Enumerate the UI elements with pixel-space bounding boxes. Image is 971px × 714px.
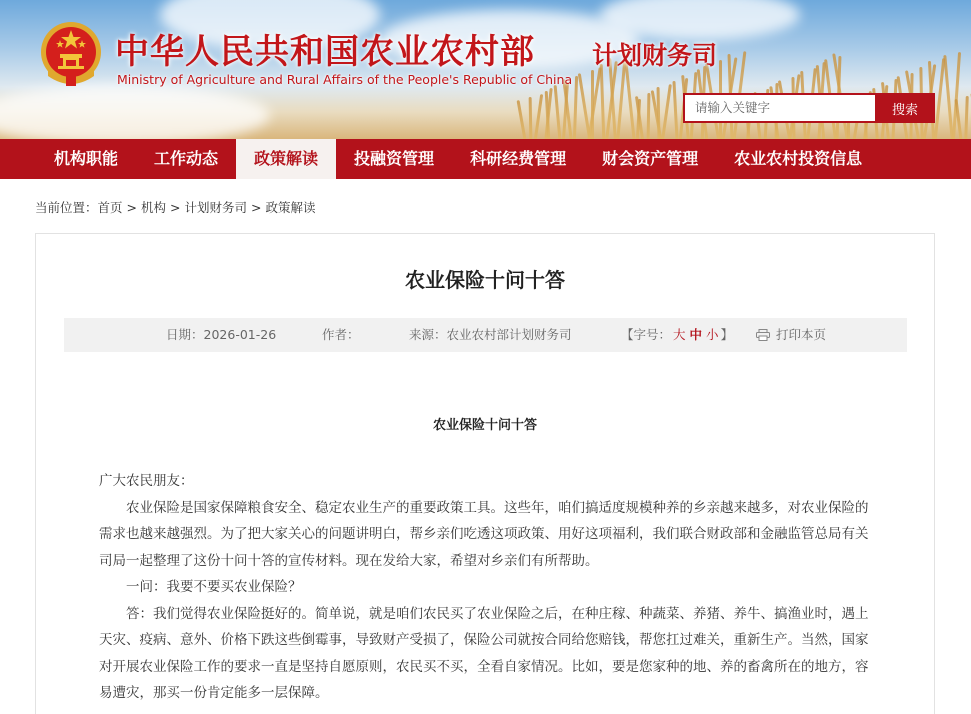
breadcrumb: [35, 198, 316, 216]
wheat-stalk-decoration: [587, 67, 601, 140]
article-content: [99, 468, 869, 707]
article-body-title: 农业保险十问十答: [432, 418, 537, 433]
wheat-stalk-decoration: [943, 55, 953, 140]
nav-item-work-news[interactable]: 工作动态: [154, 149, 219, 168]
nav-item-rural-investment-info[interactable]: 农业农村投资信息: [734, 149, 863, 168]
article-question: 一问：我要不要买农业保险？: [126, 579, 302, 595]
meta-source-value: 农业农村部计划财务司: [446, 327, 572, 342]
font-size-large-link[interactable]: 大: [673, 327, 686, 342]
article-container: [35, 233, 935, 714]
article-paragraph: 农业保险是国家保障粮食安全、稳定农业生产的重要政策工具。这些年，咱们搞适度规模种养的乡亲越来越多，对农业保险的需求也越来越强烈。为了把大家关心的问题讲明白，帮乡亲们吃透这项政策、用好这项福利，我们联合财政部和金融监管总局有关司局一起整理了这份十问十答的宣传材料。现在发给大家，希望对乡亲们有所帮助。: [99, 499, 869, 569]
main-nav: [0, 139, 971, 179]
wheat-stalk-decoration: [646, 93, 650, 140]
font-size-prefix: 【字号：: [621, 327, 672, 342]
print-page-label: 打印本页: [776, 327, 827, 342]
breadcrumb-policy-link[interactable]: 政策解读: [265, 200, 316, 215]
wheat-stalk-decoration: [534, 94, 543, 140]
breadcrumb-separator: >: [170, 200, 181, 215]
wheat-stalk-decoration: [964, 96, 969, 140]
nav-item-investment-financing[interactable]: 投融资管理: [354, 149, 435, 168]
print-page-button[interactable]: [756, 318, 826, 352]
meta-date-label: 日期：: [166, 327, 204, 342]
wheat-stalk-decoration: [517, 100, 527, 140]
printer-icon: [756, 329, 770, 341]
cloud-decoration: [0, 85, 270, 140]
nav-item-research-funding[interactable]: 科研经费管理: [470, 149, 567, 168]
font-size-suffix: 】: [720, 327, 734, 342]
search-box: [683, 93, 935, 123]
meta-source-label: 来源：: [409, 327, 447, 342]
article-title: 农业保险十问十答: [405, 268, 565, 292]
font-size-medium-link[interactable]: 中: [689, 327, 703, 342]
meta-date: [166, 318, 276, 352]
wheat-stalk-decoration: [600, 64, 606, 140]
wheat-stalk-decoration: [528, 97, 532, 140]
national-emblem-icon: [38, 18, 104, 88]
wheat-stalk-decoration: [573, 76, 578, 140]
article-paragraph: 广大农民朋友：: [99, 473, 194, 489]
meta-source: [409, 318, 572, 352]
article-meta-bar: [64, 318, 907, 352]
breadcrumb-department-link[interactable]: 计划财务司: [184, 200, 248, 215]
site-header: [0, 0, 971, 140]
wheat-stalk-decoration: [672, 81, 678, 140]
wheat-stalk-decoration: [661, 84, 672, 140]
wheat-stalk-decoration: [553, 85, 561, 140]
nav-item-finance-assets[interactable]: 财会资产管理: [602, 149, 699, 168]
breadcrumb-agency-link[interactable]: 机构: [141, 200, 167, 215]
department-title: 计划财务司: [592, 41, 718, 70]
breadcrumb-separator: >: [126, 200, 138, 215]
nav-item-agency-functions[interactable]: 机构职能: [54, 149, 119, 168]
breadcrumb-prefix: 当前位置：: [35, 200, 98, 215]
search-button[interactable]: 搜索: [875, 93, 935, 123]
font-size-small-link[interactable]: 小: [706, 327, 719, 342]
site-title[interactable]: 中华人民共和国农业农村部: [115, 32, 535, 72]
wheat-stalk-decoration: [656, 87, 660, 140]
site-subtitle: Ministry of Agriculture and Rural Affairs of the People's Republic of China: [117, 72, 573, 87]
font-size-control: [621, 318, 733, 352]
breadcrumb-separator: >: [251, 200, 262, 215]
search-input[interactable]: [683, 93, 875, 123]
meta-author-label: 作者：: [322, 327, 360, 342]
article-answer: 答：我们觉得农业保险挺好的。简单说，就是咱们农民买了农业保险之后，在种庄稼、种蔬菜、养猪、养牛、搞渔业时，遇上天灾、疫病、意外、价格下跌这些倒霉事，导致财产受损了，保险公司就按合同给您赔钱，帮您扛过难关，重新生产。当然，国家对开展农业保险工作的要求一直是坚持自愿原则，农民买不买，全看自家情况。比如，要是您家种的地、养的畜禽所在的地方，容易遭灾，那买一份肯定能多一层保障。: [99, 605, 869, 701]
meta-date-value: 2026-01-26: [203, 327, 277, 342]
breadcrumb-home-link[interactable]: 首页: [97, 200, 123, 215]
nav-item-policy-interpretation[interactable]: 政策解读: [236, 139, 336, 179]
